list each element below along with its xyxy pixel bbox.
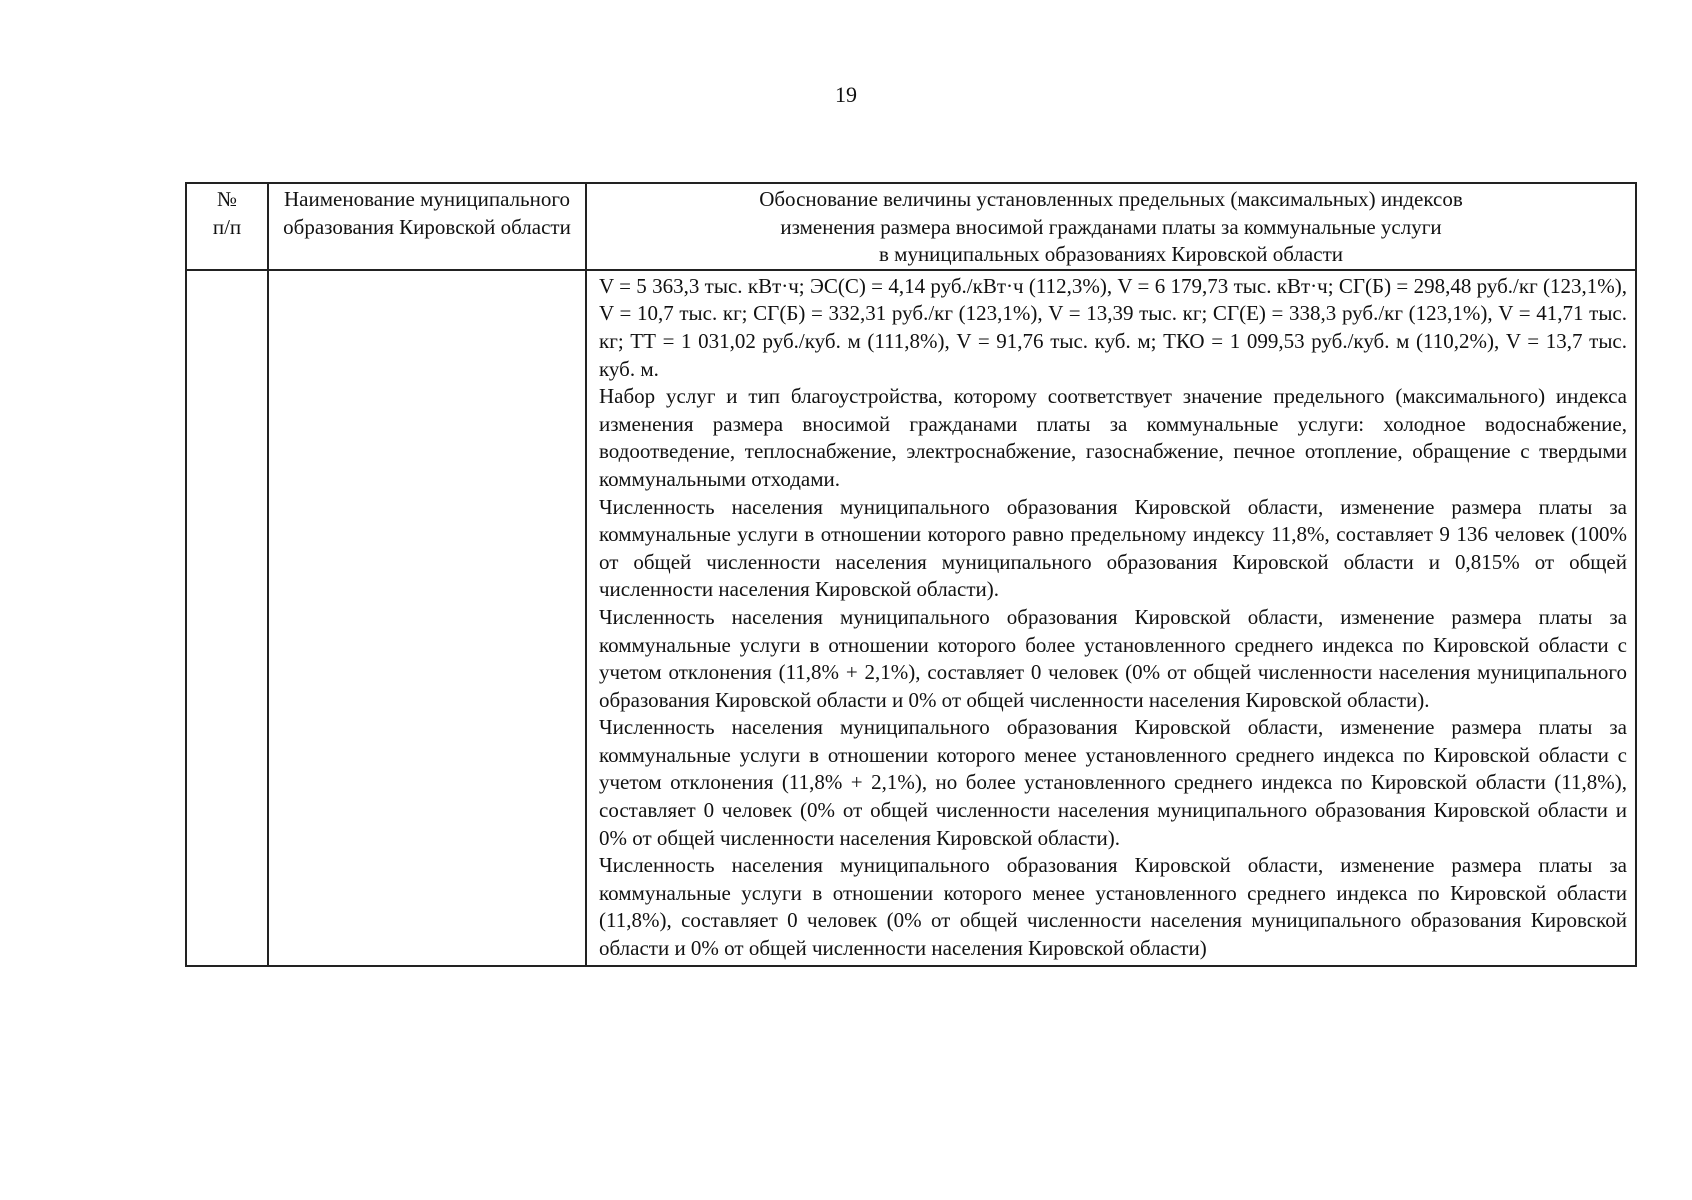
row-justification-cell: [586, 270, 1636, 966]
row-municipality-cell: [268, 270, 586, 966]
justification-table: [185, 182, 1637, 967]
header-number-line-1: №: [216, 187, 238, 211]
header-justification: [586, 183, 1636, 270]
header-number-line-2: п/п: [212, 214, 242, 239]
table-header-row: [186, 183, 1636, 270]
header-justification-line-1: Обоснование величины установленных предельных (максимальных) индексов: [759, 187, 1463, 211]
header-justification-line-2: изменения размера вносимой гражданами платы за коммунальные услуги: [780, 214, 1442, 239]
page-number: 19: [835, 82, 857, 107]
header-municipality: Наименование муниципального образования Кировской области: [268, 183, 586, 270]
header-justification-line-3: в муниципальных образованиях Кировской области: [878, 242, 1343, 267]
row-number-cell: [186, 270, 268, 966]
population-between-indexes-paragraph: Численность населения муниципального образования Кировской области, изменение размера платы за коммунальные услуги в отношении которого менее установленного среднего индекса по Кировской области с учетом отклонения (11,8% + 2,1%), но более установленного среднего индекса по Кировской области (11,8%), составляет 0 человек (0% от общей численности населения муниципального образования Кировской области и 0% от общей численности населения Кировской области).: [599, 715, 1627, 850]
header-number: [186, 183, 268, 270]
population-below-average-paragraph: Численность населения муниципального образования Кировской области, изменение размера платы за коммунальные услуги в отношении которого менее установленного среднего индекса по Кировской области (11,8%), составляет 0 человек (0% от общей численности населения муниципального образования Кировской области и 0% от общей численности населения Кировской области): [599, 853, 1627, 961]
table-row: [186, 270, 1636, 966]
service-set-paragraph: Набор услуг и тип благоустройства, которому соответствует значение предельного (максимального) индекса изменения размера вносимой гражданами платы за коммунальные услуги: холодное водоснабжение, водоотведение, теплоснабжение, электроснабжение, газоснабжение, печное отопление, обращение с твердыми коммунальными отходами.: [599, 384, 1627, 491]
population-equal-index-paragraph: Численность населения муниципального образования Кировской области, изменение размера платы за коммунальные услуги в отношении которого равно предельному индексу 11,8%, составляет 9 136 человек (100% от общей численности населения муниципального образования Кировской области и 0,815% от общей численности населения Кировской области).: [599, 494, 1627, 602]
population-above-deviation-paragraph: Численность населения муниципального образования Кировской области, изменение размера платы за коммунальные услуги в отношении которого более установленного среднего индекса по Кировской области с учетом отклонения (11,8% + 2,1%), составляет 0 человек (0% от общей численности населения муниципального образования Кировской области и 0% от общей численности населения Кировской области).: [599, 604, 1627, 712]
tariff-values-paragraph: V = 5 363,3 тыс. кВт·ч; ЭС(С) = 4,14 руб./кВт·ч (112,3%), V = 6 179,73 тыс. кВт·ч; СГ(Б) = 298,48 руб./кг (123,1%), V = 10,7 тыс. кг; СГ(Б) = 332,31 руб./кг (123,1%), V = 13,39 тыс. кг; СГ(Е) = 338,3 руб./кг (123,1%), V = 41,71 тыс. кг; ТТ = 1 031,02 руб./куб. м (111,8%), V = 91,76 тыс. куб. м; ТКО = 1 099,53 руб./куб. м (110,2%), V = 13,7 тыс. куб. м.: [599, 273, 1627, 381]
